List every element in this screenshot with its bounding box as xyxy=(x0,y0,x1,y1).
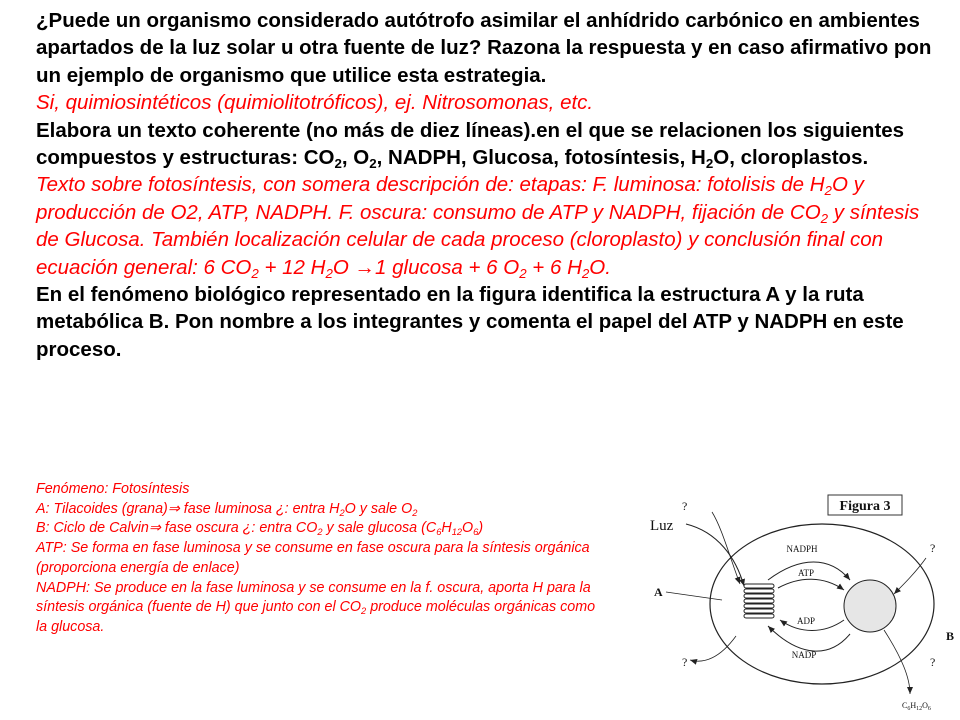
chloroplast-diagram-svg xyxy=(640,488,960,720)
answer-2 xyxy=(36,171,946,281)
notes-line: Fenómeno: Fotosíntesis xyxy=(36,481,190,497)
nadph-label: NADPH xyxy=(786,544,818,554)
notes-text: B: Ciclo de Calvin xyxy=(36,520,149,537)
subscript: 6 xyxy=(436,527,442,538)
question-text-block xyxy=(36,7,946,363)
answer-2-text: 1 glucosa + 6 O xyxy=(375,255,520,279)
answer-2-text: O. xyxy=(589,255,611,279)
subscript: 12 xyxy=(451,527,463,538)
adp-label: ADP xyxy=(796,616,816,626)
question-mark: ? xyxy=(682,499,688,513)
notes-text: O y sale O xyxy=(344,500,413,517)
question-3-text: En el fenómeno biológico representado en la figura identifica la estructura A y la ruta metabólica B. Pon nombre a los integrantes y comenta el papel del ATP y NADPH en este proceso. xyxy=(36,283,904,361)
light-label: Luz xyxy=(650,518,674,534)
answer-1-text: Si, quimiosintéticos (quimiolitotróficos), ej. Nitrosomonas, etc. xyxy=(36,91,594,115)
notes-text: produce moléculas orgánicas como la glucosa. xyxy=(36,599,596,635)
question-1-text: ¿Puede un organismo considerado autótrofo asimilar el anhídrido carbónico en ambientes apartados de la luz solar u otra fuente de luz? Razona la respuesta y en caso afirmativo pon un ejemplo de organismo que utilice esta estrategia. xyxy=(36,9,932,87)
question-2 xyxy=(36,117,946,172)
answer-2-text: y síntesis de Glucosa. También localización celular de cada proceso (cloroplasto) y conclusión final con ecuación general: 6 CO xyxy=(36,200,920,279)
nadp-label: NADP xyxy=(791,650,817,660)
implies-arrow: ⇒ xyxy=(167,500,180,517)
water-inflow-arrow xyxy=(712,512,740,584)
implies-arrow: ⇒ xyxy=(148,520,161,537)
label-a: A xyxy=(654,585,663,599)
notes-text: NADPH: Se produce en la fase luminosa y se consume en la f. oscura, aporta H para la síntesis orgánica (fuente de H) que junto con el CO xyxy=(36,579,591,616)
question-2-text: , O xyxy=(341,146,370,170)
subscript: 2 xyxy=(705,156,714,172)
answer-2-text: O y producción de O2, ATP, NADPH. F. oscura: consumo de ATP y NADPH, fijación de CO xyxy=(36,173,864,224)
question-3 xyxy=(36,281,946,363)
notes-line: ATP: Se forma en fase luminosa y se consume en fase oscura para la síntesis orgánica (proporciona energía de enlace) xyxy=(36,540,590,576)
subscript: 2 xyxy=(317,527,323,538)
answer-2-text: + 6 H xyxy=(526,255,582,279)
nadp-arrow xyxy=(768,626,850,651)
reaction-arrow: → xyxy=(354,255,376,279)
notes-text: A: Tilacoides (grana) xyxy=(36,500,168,517)
glucose-outflow-arrow xyxy=(884,630,910,694)
label-b: B xyxy=(946,629,955,643)
subscript: 2 xyxy=(820,210,829,226)
question-mark: ? xyxy=(930,541,936,555)
subscript: 2 xyxy=(325,265,333,281)
light-arrow xyxy=(686,524,744,586)
subscript: 2 xyxy=(369,156,377,172)
notes-text: H xyxy=(441,520,452,537)
answer-2-text: Texto sobre fotosíntesis, con somera descripción de: etapas: F. luminosa: fotolisis de H xyxy=(36,173,825,197)
thylakoid-stack xyxy=(744,584,774,618)
subscript: 2 xyxy=(581,265,590,281)
subscript: 6 xyxy=(473,527,479,538)
notes-text: O xyxy=(462,520,474,537)
answer-1 xyxy=(36,89,946,116)
subscript: 2 xyxy=(361,606,367,616)
notes-text: fase oscura ¿: entra CO xyxy=(160,520,318,537)
subscript: 2 xyxy=(339,507,345,518)
question-2-text: O, cloroplastos. xyxy=(713,146,869,170)
calvin-cycle-sphere xyxy=(844,580,896,632)
question-1 xyxy=(36,7,946,89)
notes-text: y sale glucosa (C xyxy=(322,520,437,537)
notes-text: fase luminosa ¿: entra H xyxy=(179,500,340,517)
notes-line xyxy=(36,500,596,520)
notes-line xyxy=(36,519,596,539)
notes-text: ) xyxy=(478,520,484,537)
atp-label: ATP xyxy=(797,568,815,578)
figure-title: Figura 3 xyxy=(839,499,891,514)
subscript: 2 xyxy=(412,507,418,518)
question-2-text: Elabora un texto coherente (no más de diez líneas).en el que se relacionen los siguientes compuestos y estructuras: CO xyxy=(36,118,905,170)
glucose-formula: $C_6H_{12}O_6$ xyxy=(902,701,931,712)
question-mark: ? xyxy=(930,655,936,669)
label-a-pointer xyxy=(666,592,722,600)
question-mark: ? xyxy=(682,655,688,669)
subscript: 2 xyxy=(251,265,259,281)
answer-3-notes xyxy=(36,480,596,638)
atp-arrow xyxy=(778,579,844,590)
subscript: 2 xyxy=(824,183,832,199)
subscript: 2 xyxy=(519,265,527,281)
figure-3-diagram xyxy=(640,488,960,720)
co2-inflow-arrow xyxy=(894,558,926,594)
answer-2-text: O xyxy=(332,255,355,279)
subscript: 2 xyxy=(334,156,342,172)
notes-line xyxy=(36,579,596,638)
answer-2-text: + 12 H xyxy=(258,255,326,279)
question-2-text: , NADPH, Glucosa, fotosíntesis, H xyxy=(376,146,706,170)
